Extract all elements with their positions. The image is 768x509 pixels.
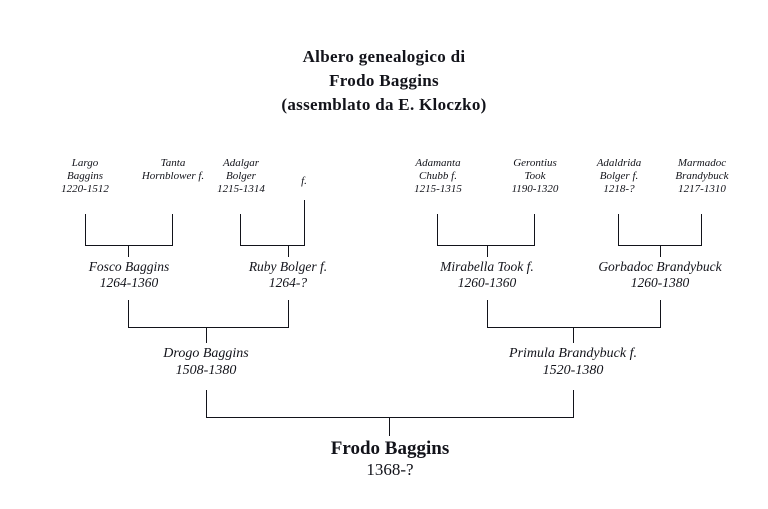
- connector-line: [240, 245, 305, 246]
- person-frodo-baggins: [290, 438, 490, 480]
- person-dates: 1220-1512: [61, 182, 109, 195]
- person-gerontius-took: [490, 157, 580, 196]
- person-dates: 1260-1360: [457, 274, 517, 290]
- person-adamanta-chubb: [390, 157, 486, 196]
- connector-line: [573, 390, 574, 418]
- connector-line: [437, 245, 535, 246]
- person-dates: 1368-?: [366, 460, 414, 480]
- connector-line: [288, 245, 289, 257]
- connector-line: [172, 214, 173, 246]
- connector-line: [288, 300, 289, 328]
- connector-line: [206, 390, 207, 418]
- person-largo-baggins: [40, 157, 130, 196]
- person-dates: 1215-1314: [217, 182, 265, 195]
- person-name: Largo Baggins: [66, 157, 104, 182]
- person-dates: 1190-1320: [511, 182, 559, 195]
- page-title-line-2: Frodo Baggins: [329, 71, 439, 90]
- connector-line: [573, 327, 574, 343]
- person-name: Tanta Hornblower f.: [141, 157, 205, 182]
- connector-line: [618, 214, 619, 246]
- connector-line: [304, 200, 305, 246]
- connector-line: [128, 245, 129, 257]
- person-marmadoc-brandybuck: [652, 157, 752, 196]
- person-name: Gerontius Took: [513, 157, 557, 182]
- page-title-line-3: (assemblato da E. Kloczko): [281, 95, 487, 114]
- connector-line: [240, 214, 241, 246]
- person-dates: 1217-1310: [678, 182, 726, 195]
- person-name: Mirabella Took f.: [440, 259, 534, 274]
- person-name: Marmadoc Brandybuck: [675, 157, 729, 182]
- person-dates: 1218-?: [603, 182, 635, 195]
- person-name: Ruby Bolger f.: [248, 259, 328, 274]
- person-name: Fosco Baggins: [88, 259, 170, 274]
- connector-line: [487, 245, 488, 257]
- person-dates: 1264-1360: [99, 274, 159, 290]
- person-name: Adamanta Chubb f.: [415, 157, 461, 182]
- person-dates: 1264-?: [268, 274, 308, 290]
- person-gorbadoc-brandybuck: [572, 259, 748, 291]
- person-name: Primula Brandybuck f.: [509, 346, 637, 361]
- person-name: Drogo Baggins: [163, 346, 249, 361]
- person-name: f.: [301, 175, 307, 187]
- person-ruby-bolger: [222, 259, 354, 291]
- person-primula-brandybuck: [473, 346, 673, 379]
- person-fosco-baggins: [58, 259, 200, 291]
- connector-line: [660, 300, 661, 328]
- connector-line: [660, 245, 661, 257]
- connector-line: [534, 214, 535, 246]
- page-title-line-1: Albero genealogico di: [302, 47, 466, 66]
- connector-line: [701, 214, 702, 246]
- person-dates: 1260-1380: [630, 274, 690, 290]
- connector-line: [85, 214, 86, 246]
- person-dates: 1215-1315: [414, 182, 462, 195]
- person-dates: 1508-1380: [175, 362, 237, 378]
- person-mirabella-took: [409, 259, 565, 291]
- person-dates: 1520-1380: [542, 362, 604, 378]
- connector-line: [206, 327, 207, 343]
- connector-line: [128, 300, 129, 328]
- connector-line: [487, 300, 488, 328]
- connector-line: [437, 214, 438, 246]
- person-adaldrida-bolger: [574, 157, 664, 196]
- connector-line: [128, 327, 289, 328]
- person-name: Adaldrida Bolger f.: [596, 157, 642, 182]
- person-name: Frodo Baggins: [330, 438, 450, 459]
- person-name: Adalgar Bolger: [222, 157, 260, 182]
- person-name: Gorbadoc Brandybuck: [598, 259, 722, 274]
- person-unknown-bolger-spouse: [272, 175, 336, 188]
- person-drogo-baggins: [130, 346, 282, 379]
- connector-line: [389, 417, 390, 436]
